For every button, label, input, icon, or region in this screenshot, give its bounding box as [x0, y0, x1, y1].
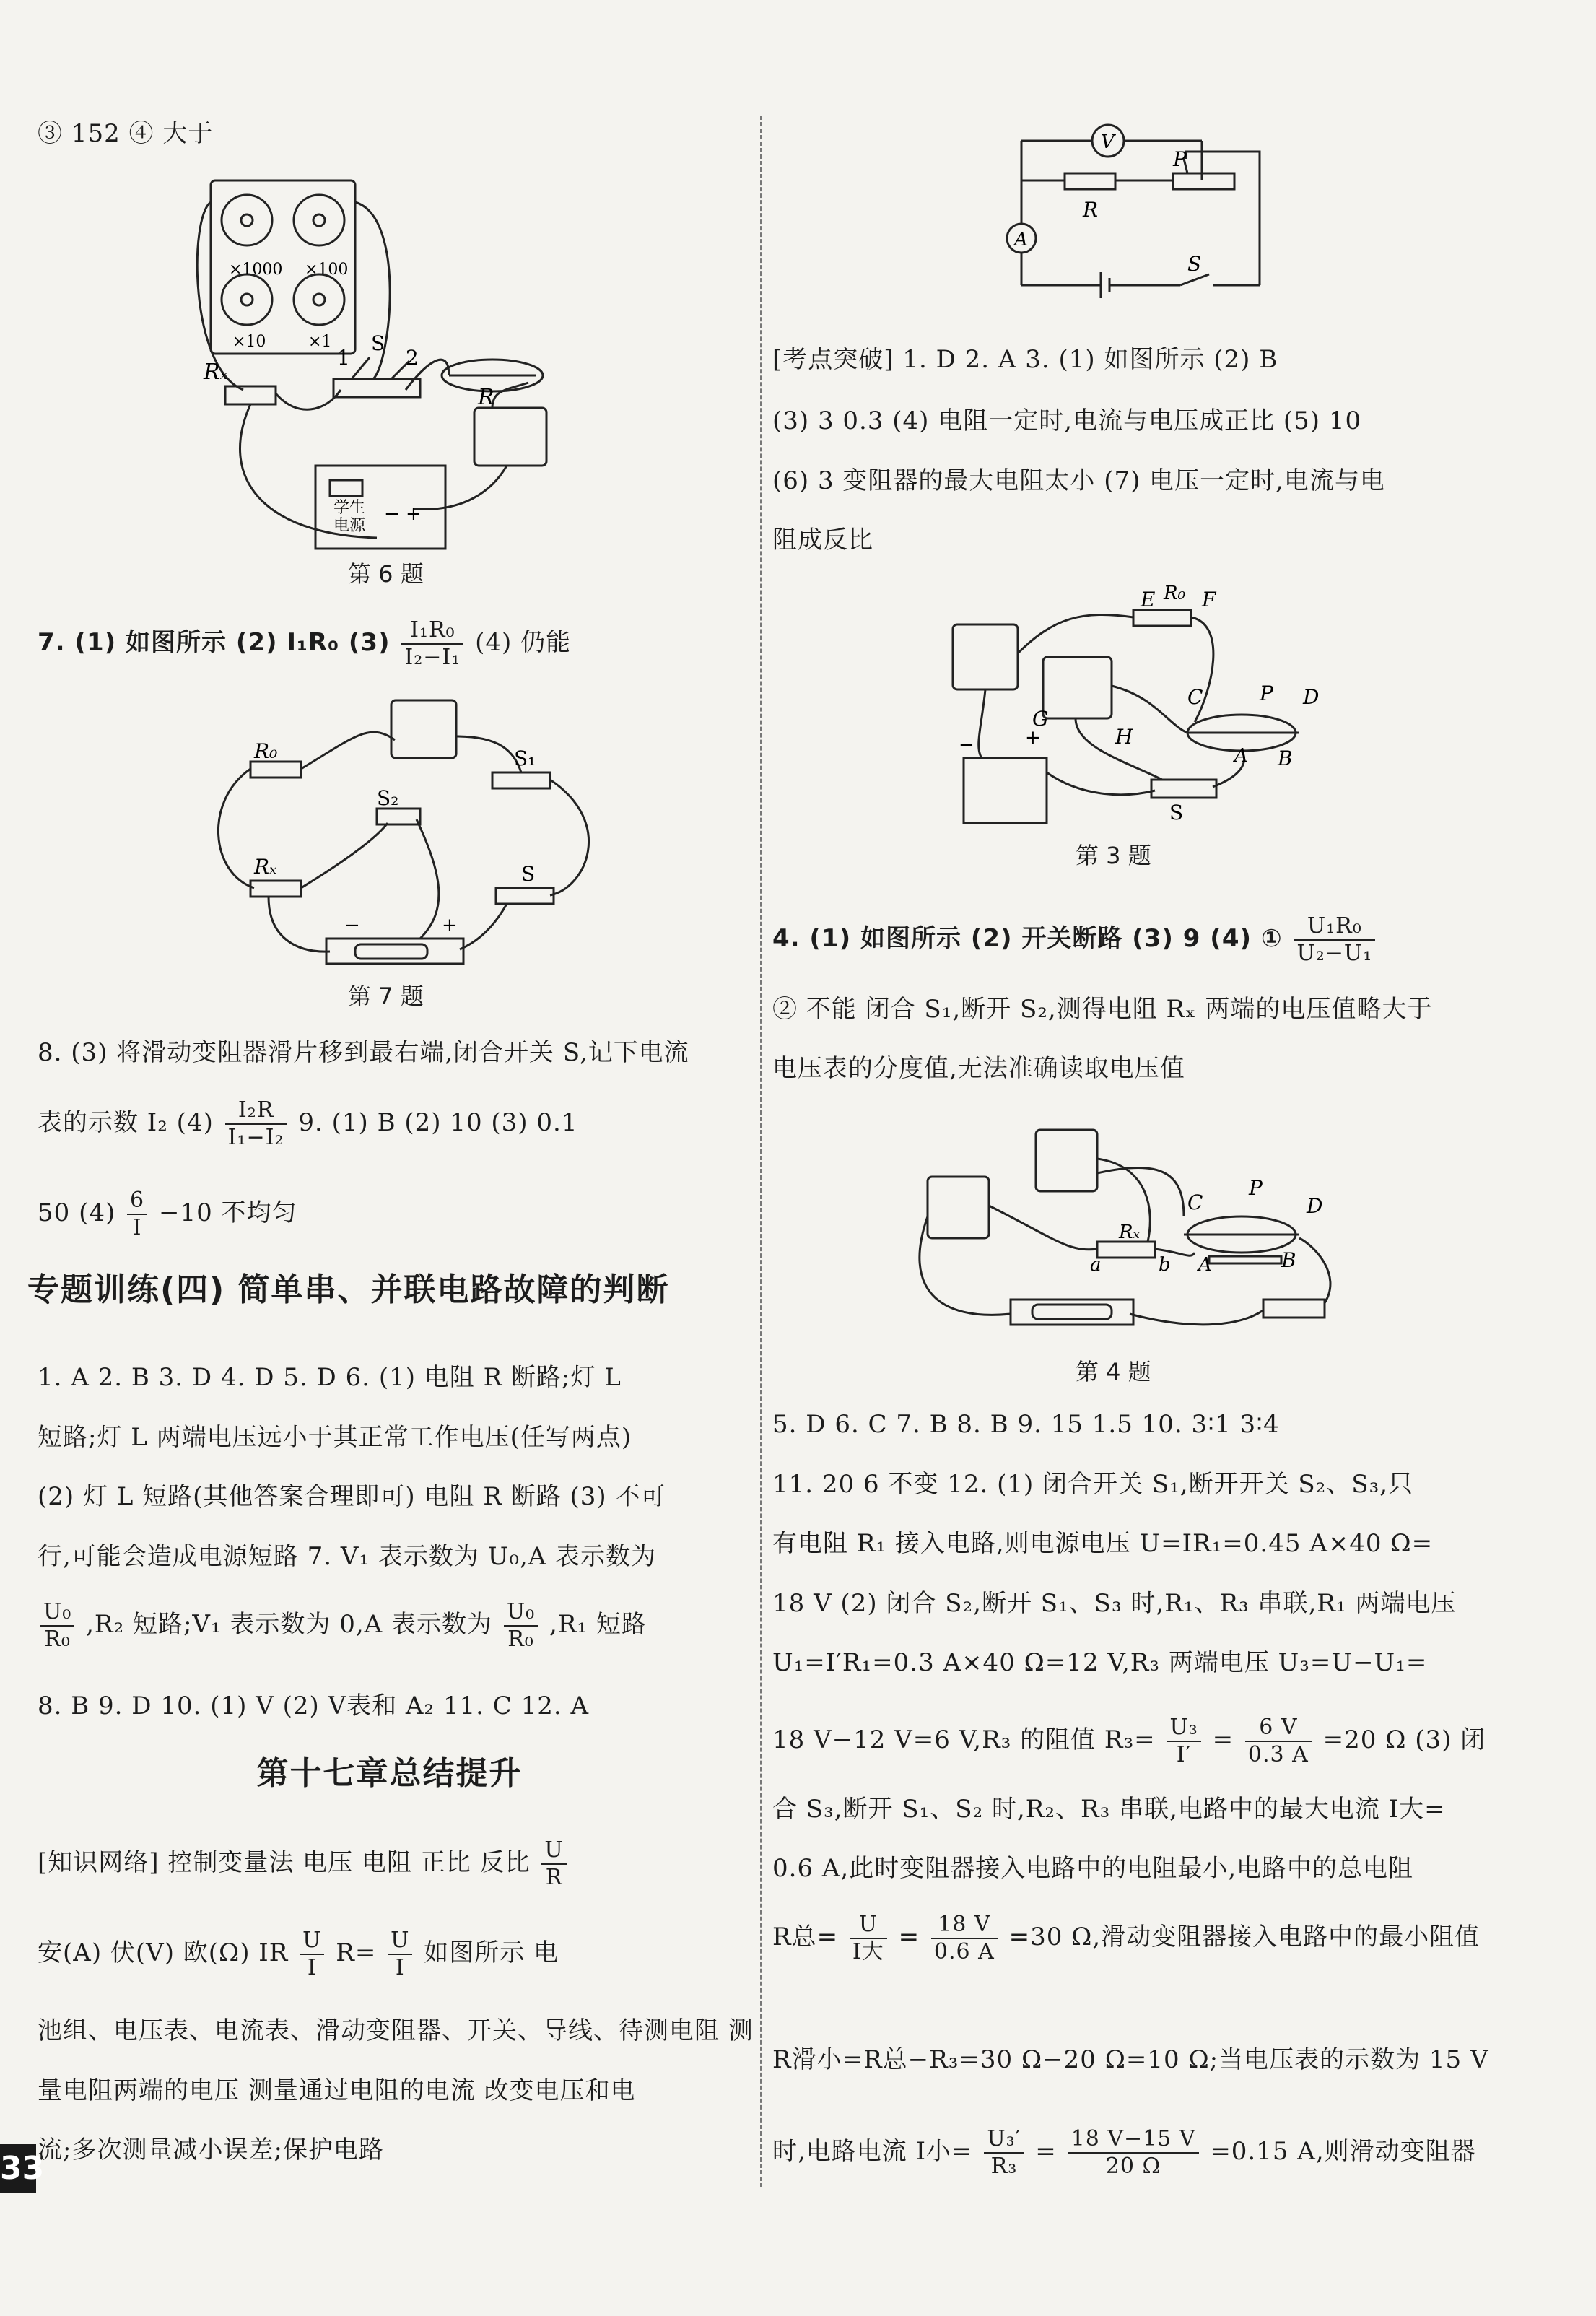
caption-figure-4: 第 4 题 — [1076, 1358, 1151, 1385]
label-x1: ×1 — [308, 333, 332, 351]
fraction: $\frac{\text{U₀}}{\text{R₀}}$ — [40, 1599, 74, 1653]
fraction: $\frac{U}{I}$ — [388, 1928, 412, 1981]
fraction: $\frac{\text{U₃}}{I'}$ — [1167, 1715, 1200, 1768]
label-r: R — [1083, 198, 1099, 222]
answer-line: (3) 3 0.3 (4) 电阻一定时,电流与电压成正比 (5) 10 — [772, 406, 1362, 435]
answer-line: 18 V−12 V=6 V,R₃ 的阻值 R₃= $\frac{\text{U₃}}{I'}$ = $\frac{6 V}{0.3 A}$ =20 Ω (3) 闭 — [772, 1715, 1486, 1767]
fraction: $\frac{U}{R}$ — [541, 1837, 566, 1891]
figure-6-circuit — [189, 173, 564, 578]
label-b: B — [1281, 1248, 1296, 1272]
label-c: C — [1187, 685, 1203, 709]
caption-figure-3: 第 3 题 — [1076, 842, 1151, 869]
answer-line: 有电阻 R₁ 接入电路,则电源电压 U=IR₁=0.45 A×40 Ω= — [772, 1529, 1434, 1558]
answer-line: R总= $\frac{U}{\text{I大}}$ = $\frac{18 V}{0.6 A}$ =30 Ω,滑动变阻器接入电路中的最小阻值 — [772, 1912, 1481, 1964]
answer-line: 安(A) 伏(V) 欧(Ω) IR $\frac{U}{I}$ R= $\frac{U}{I}$ 如图所示 电 — [38, 1928, 559, 1980]
label-rx: Rₓ — [1119, 1222, 1140, 1243]
chapter-heading: 第十七章总结提升 — [256, 1755, 523, 1792]
label-minus: − — [959, 734, 974, 756]
label-a: A — [1014, 229, 1028, 251]
answer-line: 50 (4) $\frac{6}{I}$ −10 不均匀 — [38, 1188, 297, 1240]
label-a: A — [1198, 1254, 1212, 1276]
answer-line: [知识网络] 控制变量法 电压 电阻 正比 反比 $\frac{U}{R}$ — [38, 1837, 570, 1891]
answer-line: 4. (1) 如图所示 (2) 开关断路 (3) 9 (4) ① $\frac{\text{U₁R₀}}{\text{U₂−U₁}}$ — [772, 913, 1378, 967]
label-f: F — [1202, 588, 1216, 611]
fraction: $\frac{6}{I}$ — [127, 1188, 147, 1241]
figure-7-circuit — [211, 693, 601, 982]
fraction: $\frac{\text{I₁R₀}}{\text{I₂−I₁}}$ — [401, 617, 463, 671]
answer-line: R滑小=R总−R₃=30 Ω−20 Ω=10 Ω;当电压表的示数为 15 V — [772, 2045, 1489, 2074]
label-power-1: 学生 — [333, 499, 366, 517]
label-x1000: ×1000 — [229, 261, 283, 279]
answer-line: 电压表的分度值,无法准确读取电压值 — [772, 1054, 1185, 1083]
label-switch-s: S — [371, 331, 385, 355]
label-b-lower: b — [1159, 1254, 1171, 1276]
answer-line: 1. A 2. B 3. D 4. D 5. D 6. (1) 电阻 R 断路;灯 L — [38, 1363, 622, 1392]
label-s: S — [1187, 252, 1202, 276]
figure-3-circuit — [938, 581, 1343, 827]
label-r: R — [478, 385, 494, 410]
answer-line: 时,电路电流 I小= $\frac{\text{U₃′}}{\text{R₃}}$ = $\frac{18 V-15 V}{20 \Omega}$ =0.15 A,则滑动变阻器 — [772, 2126, 1476, 2179]
fraction: $\frac{\text{U₀}}{\text{R₀}}$ — [504, 1599, 538, 1653]
label-x10: ×10 — [232, 333, 266, 351]
label-p: P — [1173, 147, 1187, 171]
label-switch-2: 2 — [406, 346, 419, 370]
label-switch-1: 1 — [337, 346, 350, 370]
label-minus: − — [344, 915, 360, 936]
figure-4-circuit — [910, 1115, 1343, 1336]
label-power-2: 电源 — [333, 517, 366, 535]
fraction: $\frac{U}{I}$ — [300, 1928, 324, 1981]
label-minus: − — [384, 503, 400, 525]
answer-line: ② 不能 闭合 S₁,断开 S₂,测得电阻 Rₓ 两端的电压值略大于 — [772, 995, 1433, 1024]
answer-line: 11. 20 6 不变 12. (1) 闭合开关 S₁,断开开关 S₂、S₃,只 — [772, 1470, 1414, 1499]
label-g: G — [1032, 707, 1049, 731]
answer-line: 行,可能会造成电源短路 7. V₁ 表示数为 U₀,A 表示数为 — [38, 1542, 657, 1571]
label-rx: Rₓ — [204, 360, 228, 385]
answer-line: (6) 3 变阻器的最大电阻太小 (7) 电压一定时,电流与电 — [772, 466, 1385, 495]
label-r0: R₀ — [1164, 583, 1185, 604]
label-plus: + — [442, 915, 458, 936]
label-c: C — [1187, 1190, 1203, 1214]
label-rx: Rₓ — [254, 855, 277, 879]
label-s: S — [1169, 801, 1184, 824]
answer-line: 池组、电压表、电流表、滑动变阻器、开关、导线、待测电阻 测 — [38, 2016, 754, 2045]
label-a-lower: a — [1090, 1254, 1102, 1276]
page-number: 33 — [0, 2144, 36, 2193]
fraction: $\frac{18 V-15 V}{20 \Omega}$ — [1068, 2126, 1199, 2180]
label-s: S — [521, 862, 536, 886]
label-p: P — [1260, 682, 1273, 705]
label-plus: + — [1025, 727, 1041, 749]
answer-line: 流;多次测量减小误差;保护电路 — [38, 2136, 384, 2164]
answer-line: 量电阻两端的电压 测量通过电阻的电流 改变电压和电 — [38, 2076, 636, 2105]
label-a: A — [1234, 745, 1248, 767]
label-d: D — [1307, 1194, 1323, 1218]
fraction: $\frac{6 V}{0.3 A}$ — [1245, 1715, 1312, 1768]
answer-line: [考点突破] 1. D 2. A 3. (1) 如图所示 (2) B — [772, 345, 1278, 374]
label-h: H — [1115, 725, 1133, 749]
answer-line: U₁=I′R₁=0.3 A×40 Ω=12 V,R₃ 两端电压 U₃=U−U₁= — [772, 1648, 1428, 1677]
fraction: $\frac{18 V}{0.6 A}$ — [931, 1912, 998, 1965]
column-divider — [760, 116, 762, 2187]
label-plus: + — [406, 503, 422, 525]
top-circuit-diagram — [993, 119, 1296, 300]
answer-line: 8. (3) 将滑动变阻器滑片移到最右端,闭合开关 S,记下电流 — [38, 1038, 689, 1067]
label-s2: S₂ — [377, 786, 399, 810]
section-heading: 专题训练(四) 简单串、并联电路故障的判断 — [27, 1271, 670, 1308]
label-s1: S₁ — [514, 746, 536, 770]
answer-line: 18 V (2) 闭合 S₂,断开 S₁、S₃ 时,R₁、R₃ 串联,R₁ 两端电压 — [772, 1589, 1457, 1618]
label-v: V — [1101, 131, 1115, 153]
answer-line — [38, 617, 571, 671]
answer-line: 合 S₃,断开 S₁、S₂ 时,R₂、R₃ 串联,电路中的最大电流 I大= — [772, 1795, 1446, 1824]
caption-figure-7: 第 7 题 — [348, 983, 424, 1010]
fraction: $\frac{\text{U₁R₀}}{\text{U₂−U₁}}$ — [1294, 913, 1375, 967]
answer-line: 阻成反比 — [772, 526, 873, 554]
answer-line: 8. B 9. D 10. (1) V (2) V表和 A₂ 11. C 12. A — [38, 1692, 590, 1720]
answer-line: $\frac{\text{U₀}}{\text{R₀}}$ ,R₂ 短路;V₁ 表示数为 0,A 表示数为 $\frac{\text{U₀}}{\text{R₀}}$ ,R₁ 短路 — [38, 1599, 647, 1653]
answer-line: (2) 灯 L 短路(其他答案合理即可) 电阻 R 断路 (3) 不可 — [38, 1482, 666, 1511]
q7-tail: (4) 仍能 — [475, 628, 572, 657]
label-e: E — [1141, 588, 1156, 611]
label-d: D — [1303, 685, 1320, 709]
answer-line: 表的示数 I₂ (4) $\frac{\text{I₂R}}{\text{I₁−I₂}}$ 9. (1) B (2) 10 (3) 0.1 — [38, 1097, 578, 1150]
answer-line: 短路;灯 L 两端电压远小于其正常工作电压(任写两点) — [38, 1423, 632, 1452]
answer-line: 0.6 A,此时变阻器接入电路中的电阻最小,电路中的总电阻 — [772, 1854, 1414, 1883]
label-x100: ×100 — [305, 261, 349, 279]
label-b: B — [1278, 746, 1293, 770]
label-r0: R₀ — [254, 739, 278, 763]
fraction: $\frac{U}{\text{I大}}$ — [850, 1912, 887, 1965]
answer-line: ③ 152 ④ 大于 — [38, 119, 214, 148]
label-p: P — [1249, 1176, 1263, 1200]
q7-text: 7. (1) 如图所示 (2) I₁R₀ (3) — [38, 628, 391, 657]
answer-line: 5. D 6. C 7. B 8. B 9. 15 1.5 10. 3∶1 3∶4 — [772, 1410, 1280, 1439]
fraction: $\frac{\text{I₂R}}{\text{I₁−I₂}}$ — [225, 1097, 287, 1151]
caption-figure-6: 第 6 题 — [348, 560, 424, 588]
fraction: $\frac{\text{U₃′}}{\text{R₃}}$ — [984, 2126, 1024, 2180]
